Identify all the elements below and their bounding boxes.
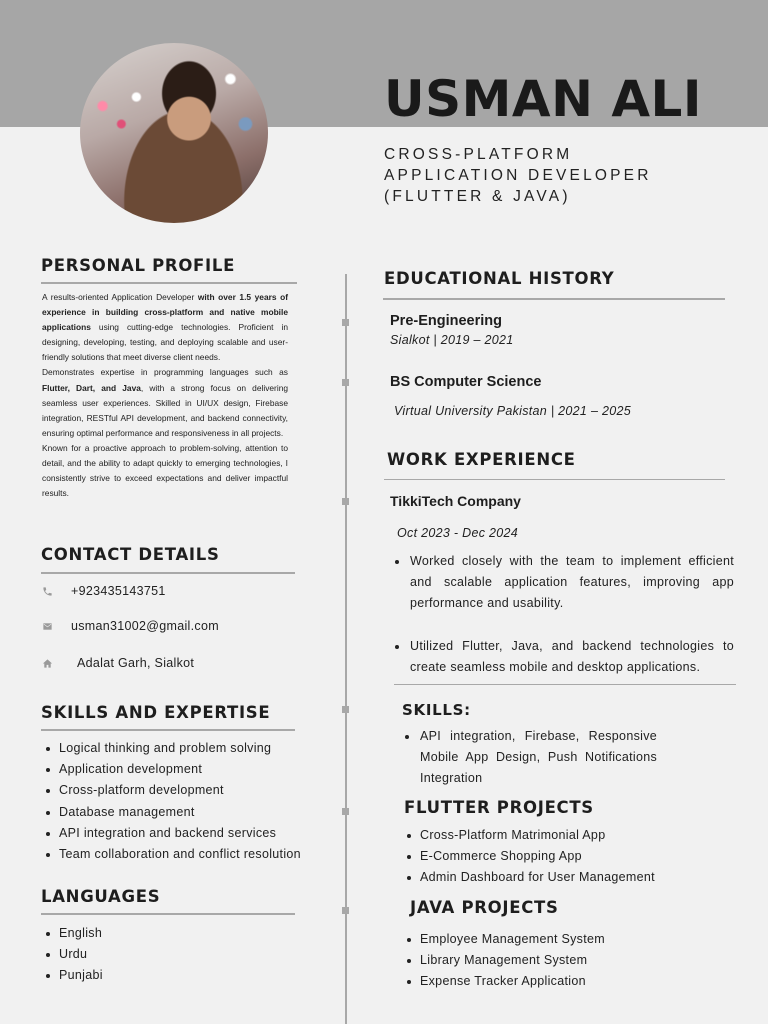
skills-summary bbox=[404, 726, 657, 789]
timeline-marker bbox=[342, 808, 349, 815]
phone-icon bbox=[40, 584, 54, 598]
education-degree: BS Computer Science bbox=[390, 374, 542, 390]
java-projects-heading: JAVA PROJECTS bbox=[410, 898, 559, 917]
list-item: API integration, Firebase, Responsive Mobile App Design, Push Notifications Integration bbox=[404, 726, 657, 789]
personal-profile-heading: PERSONAL PROFILE bbox=[41, 256, 236, 275]
languages-heading: LANGUAGES bbox=[41, 887, 161, 906]
list-item: Logical thinking and problem solving bbox=[42, 738, 301, 759]
list-item: Worked closely with the team to implement efficient and scalable application features, improving app performance and usability. bbox=[394, 551, 734, 614]
profile-text: , with a strong focus on delivering seamless user experiences. Skilled in UI/UX design, Firebase integration, RESTful API development, and backend connectivity, ensuring optimal performance and responsiveness in all projects. bbox=[42, 382, 289, 438]
profile-text: A results-oriented Application Developer bbox=[42, 292, 198, 302]
list-item: Application development bbox=[42, 759, 301, 780]
profile-text: using cutting-edge technologies. Proficient in designing, developing, testing, and deploying scalable and user-friendly solutions that meet diverse client needs. bbox=[42, 322, 288, 363]
profile-text: Demonstrates expertise in programming languages such as bbox=[42, 367, 288, 378]
education-heading: EDUCATIONAL HISTORY bbox=[384, 269, 615, 288]
list-item: Employee Management System bbox=[403, 929, 605, 950]
education-detail: Sialkot | 2019 – 2021 bbox=[390, 333, 514, 347]
work-bullets bbox=[394, 551, 734, 678]
email-icon bbox=[40, 619, 54, 633]
candidate-title bbox=[384, 144, 754, 207]
education-detail: Virtual University Pakistan | 2021 – 2025 bbox=[394, 404, 631, 418]
profile-summary bbox=[42, 290, 288, 501]
list-item: Utilized Flutter, Java, and backend technologies to create seamless mobile and desktop applications. bbox=[394, 636, 734, 678]
java-projects-list bbox=[403, 929, 605, 993]
profile-paragraph bbox=[42, 365, 288, 440]
section-rule bbox=[41, 572, 295, 574]
candidate-name: USMAN ALI bbox=[384, 70, 702, 128]
section-rule bbox=[394, 684, 736, 685]
list-item: Punjabi bbox=[42, 965, 103, 986]
work-experience-heading: WORK EXPERIENCE bbox=[387, 450, 576, 469]
profile-photo bbox=[80, 43, 268, 223]
profile-paragraph bbox=[42, 290, 288, 365]
section-rule bbox=[383, 298, 725, 300]
title-line: APPLICATION DEVELOPER bbox=[384, 167, 652, 184]
languages-list bbox=[42, 923, 103, 987]
contact-details-heading: CONTACT DETAILS bbox=[41, 545, 220, 564]
list-item: API integration and backend services bbox=[42, 823, 301, 844]
contact-phone bbox=[40, 584, 166, 598]
list-item: Expense Tracker Application bbox=[403, 971, 605, 992]
section-rule bbox=[41, 282, 297, 284]
title-line: CROSS-PLATFORM bbox=[384, 146, 573, 163]
timeline-marker bbox=[342, 379, 349, 386]
profile-highlight: with over 1.5 years of experience in building cross-platform and native mobile applications bbox=[42, 292, 288, 333]
email-address[interactable]: usman31002@gmail.com bbox=[71, 619, 219, 633]
contact-address bbox=[40, 656, 194, 670]
timeline-marker bbox=[342, 319, 349, 326]
list-item: Cross-platform development bbox=[42, 780, 301, 801]
list-item: Database management bbox=[42, 802, 301, 823]
company-name: TikkiTech Company bbox=[390, 493, 521, 509]
profile-paragraph: Known for a proactive approach to problem-solving, attention to detail, and the ability to adapt quickly to emerging technologies, I consistently strive to exceed expectations and deliver impactful results. bbox=[42, 442, 288, 499]
section-rule bbox=[41, 729, 295, 731]
education-degree: Pre-Engineering bbox=[390, 313, 502, 329]
timeline-marker bbox=[342, 706, 349, 713]
timeline-marker bbox=[342, 907, 349, 914]
section-rule bbox=[384, 479, 725, 480]
list-item: E-Commerce Shopping App bbox=[403, 846, 655, 867]
flutter-projects-heading: FLUTTER PROJECTS bbox=[404, 798, 594, 817]
flutter-projects-list bbox=[403, 825, 655, 889]
skills-heading: SKILLS: bbox=[402, 701, 471, 719]
section-rule bbox=[41, 913, 295, 915]
skills-expertise-heading: SKILLS AND EXPERTISE bbox=[41, 703, 271, 722]
list-item: English bbox=[42, 923, 103, 944]
work-period: Oct 2023 - Dec 2024 bbox=[397, 526, 519, 540]
list-item: Urdu bbox=[42, 944, 103, 965]
skills-list bbox=[42, 738, 301, 865]
contact-email bbox=[40, 619, 219, 633]
list-item: Team collaboration and conflict resolution bbox=[42, 844, 301, 865]
home-icon bbox=[40, 656, 54, 670]
timeline-marker bbox=[342, 498, 349, 505]
list-item: Cross-Platform Matrimonial App bbox=[403, 825, 655, 846]
title-line: (FLUTTER & JAVA) bbox=[384, 188, 571, 205]
profile-highlight: Flutter, Dart, and Java bbox=[42, 382, 141, 393]
list-item: Library Management System bbox=[403, 950, 605, 971]
phone-number[interactable]: +923435143751 bbox=[71, 584, 166, 598]
address-text: Adalat Garh, Sialkot bbox=[77, 656, 195, 670]
list-item: Admin Dashboard for User Management bbox=[403, 867, 655, 888]
photo-background bbox=[80, 43, 268, 223]
